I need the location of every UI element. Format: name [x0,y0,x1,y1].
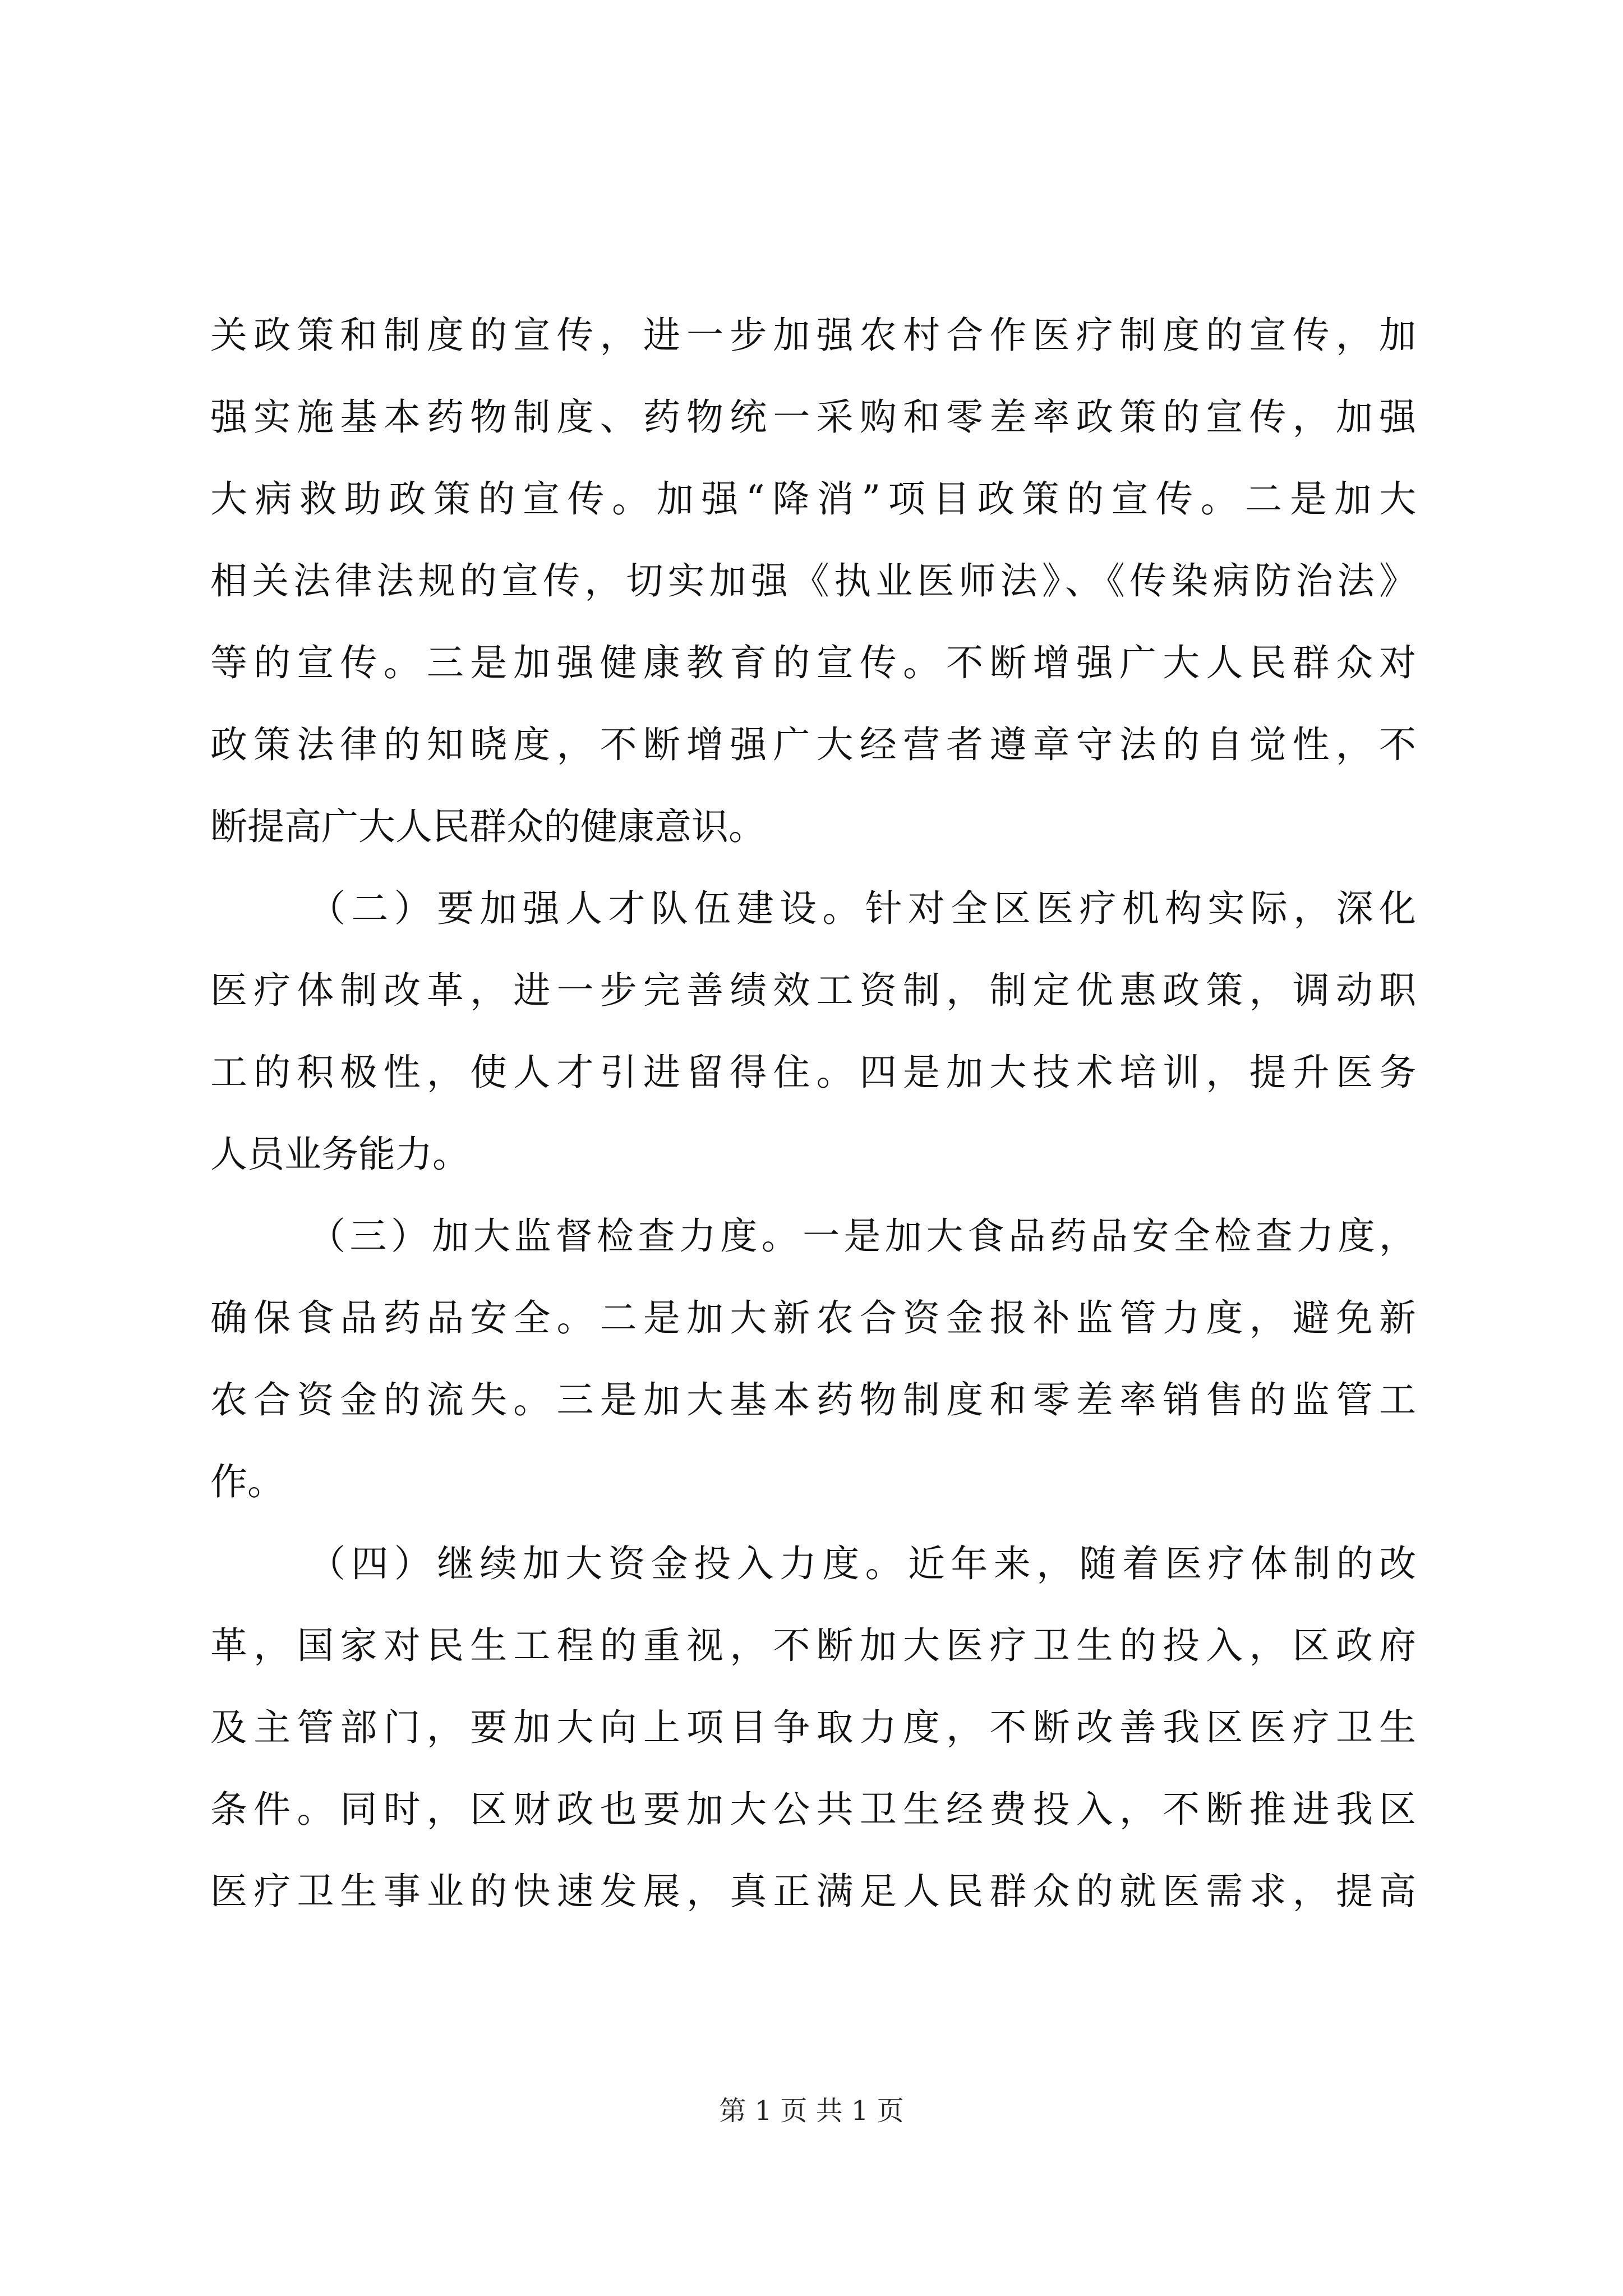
text-line: 政策法律的知晓度，不断增强广大经营者遵章守法的自觉性，不 [210,723,1416,766]
page-number-footer: 第 1 页 共 1 页 [719,2095,904,2127]
text-line: 人员业务能力。 [210,1133,469,1176]
text-line: 确保食品药品安全。二是加大新农合资金报补监管力度，避免新 [210,1296,1416,1340]
text-line: 关政策和制度的宣传，进一步加强农村合作医疗制度的宣传，加 [210,314,1416,357]
text-line: 强实施基本药物制度、药物统一采购和零差率政策的宣传，加强 [210,395,1416,439]
text-line: 医疗体制改革，进一步完善绩效工资制，制定优惠政策，调动职 [210,969,1416,1012]
text-line: 革，国家对民生工程的重视，不断加大医疗卫生的投入，区政府 [210,1624,1416,1667]
text-line: 农合资金的流失。三是加大基本药物制度和零差率销售的监管工 [210,1378,1416,1421]
text-line: 大病救助政策的宣传。加强“降消”项目政策的宣传。二是加大 [210,477,1416,521]
text-line: 条件。同时，区财政也要加大公共卫生经费投入，不断推进我区 [210,1788,1416,1831]
paragraph-start-line: （二）要加强人才队伍建设。针对全区医疗机构实际，深化 [308,887,1416,930]
text-line: 断提高广大人民群众的健康意识。 [210,805,766,848]
paragraph-start-line: （三）加大监督检查力度。一是加大食品药品安全检查力度， [308,1214,1416,1258]
paragraph-start-line: （四）继续加大资金投入力度。近年来，随着医疗体制的改 [308,1542,1416,1585]
text-line: 及主管部门，要加大向上项目争取力度，不断改善我区医疗卫生 [210,1706,1416,1749]
text-line: 相关法律法规的宣传，切实加强《执业医师法》、《传染病防治法》 [210,559,1416,602]
text-line: 作。 [210,1460,284,1503]
text-line: 医疗卫生事业的快速发展，真正满足人民群众的就医需求，提高 [210,1870,1416,1913]
text-line: 工的积极性，使人才引进留得住。四是加大技术培训，提升医务 [210,1051,1416,1094]
text-line: 等的宣传。三是加强健康教育的宣传。不断增强广大人民群众对 [210,641,1416,684]
